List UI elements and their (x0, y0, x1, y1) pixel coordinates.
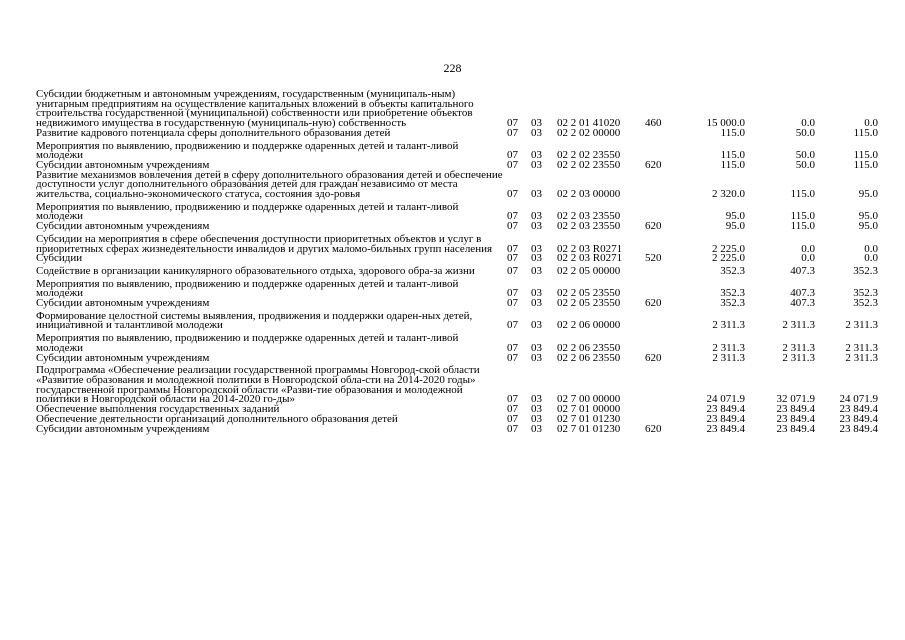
row-target-article-code: 02 7 01 00000 (557, 403, 621, 416)
row-amount-3: 23 849.4 (839, 403, 878, 416)
row-amount-2: 50.0 (795, 149, 815, 162)
row-target-article-code: 02 2 05 23550 (557, 297, 621, 310)
row-name: Субсидии (36, 252, 83, 265)
row-name: Мероприятия по выявлению, продвижению и поддержке одаренных детей и талант-ливой молодежи (36, 200, 459, 223)
row-name: Субсидии автономным учреждениям (36, 297, 210, 310)
row-amount-2: 23 849.4 (776, 422, 815, 435)
row-amount-1: 2 320.0 (712, 188, 745, 201)
budget-table (36, 90, 878, 434)
row-name: Подпрограмма «Обеспечение реализации государственной программы Новгород-ской области «Развитие образования и молодежной политики в Новгородской обла-сти на 2014-2020 годы» государственной программы Новгородской области «Разви-тие образования и молодежной политики в Новгородской области на 2014-2020 го-ды» (36, 364, 480, 406)
row-amount-1: 95.0 (725, 220, 745, 233)
row-subsection-code: 03 (531, 252, 542, 265)
row-name: Субсидии на мероприятия в сфере обеспечения доступности приоритетных объектов и услуг в приоритетных сферах жизнедеятельности инвалидов и других маломо-бильных групп населения (36, 232, 493, 255)
row-amount-3: 0.0 (864, 252, 878, 265)
row-target-article-code: 02 2 05 00000 (557, 264, 621, 277)
row-name: Субсидии бюджетным и автономным учреждениям, государственным (муниципаль-ным) унитарным предприятиям на осуществление капитальных вложений в объекты капитального строительства государственной (муниципальной) собственности или приобретение объектов недвижимого имущества в государственную (муниципаль-ную) собственность (36, 88, 474, 130)
row-target-article-code: 02 7 01 01230 (557, 422, 621, 435)
table-row (36, 171, 878, 200)
row-amount-2: 407.3 (790, 287, 815, 300)
row-subsection-code: 03 (531, 297, 542, 310)
row-name: Обеспечение деятельности организаций дополнительного образования детей (36, 412, 398, 425)
row-name: Мероприятия по выявлению, продвижению и поддержке одаренных детей и талант-ливой молодежи (36, 139, 459, 162)
row-section-code: 07 (507, 220, 518, 233)
row-amount-2: 0.0 (801, 252, 815, 265)
row-amount-3: 2 311.3 (845, 351, 878, 364)
row-expense-type-code (645, 264, 674, 277)
row-name: Субсидии автономным учреждениям (36, 220, 210, 233)
row-section-code: 07 (507, 297, 518, 310)
page-number: 228 (443, 61, 462, 75)
row-name: Развитие механизмов вовлечения детей в сферу дополнительного образования детей и обеспечение доступности услуг дополнительного образования детей для граждан независимо от места жительства, социально-экономического статуса, состояния здо-ровья (36, 168, 503, 201)
row-target-article-code: 02 2 03 23550 (557, 210, 621, 223)
table-row (36, 90, 878, 129)
row-expense-type-code (645, 405, 674, 415)
row-amount-1: 352.3 (720, 264, 745, 277)
row-amount-2: 407.3 (790, 297, 815, 310)
row-expense-type-code (645, 277, 674, 299)
table-row (36, 299, 878, 309)
row-amount-1: 24 071.9 (706, 393, 745, 406)
row-expense-type-code: 620 (645, 220, 662, 233)
row-name: Обеспечение выполнения государственных заданий (36, 403, 280, 416)
row-section-code: 07 (507, 188, 518, 201)
table-row (36, 232, 878, 254)
row-subsection-code: 03 (531, 210, 542, 223)
row-amount-3: 0.0 (864, 117, 878, 130)
row-target-article-code: 02 2 06 23550 (557, 351, 621, 364)
row-expense-type-code: 520 (645, 252, 662, 265)
row-amount-2: 23 849.4 (776, 403, 815, 416)
row-amount-2: 50.0 (795, 158, 815, 171)
row-target-article-code: 02 2 06 00000 (557, 319, 621, 332)
table-row (36, 354, 878, 364)
row-name: Развитие кадрового потенциала сферы дополнительного образования детей (36, 126, 391, 139)
row-name: Субсидии автономным учреждениям (36, 422, 210, 435)
row-subsection-code: 03 (531, 319, 542, 332)
row-subsection-code: 03 (531, 412, 542, 425)
row-amount-3: 352.3 (853, 297, 878, 310)
row-amount-1: 2 311.3 (712, 319, 745, 332)
row-name: Мероприятия по выявлению, продвижению и поддержке одаренных детей и талант-ливой молодежи (36, 332, 459, 354)
row-amount-2: 23 849.4 (776, 412, 815, 425)
row-amount-3: 352.3 (853, 264, 878, 277)
row-amount-3: 2 311.3 (845, 319, 878, 332)
row-subsection-code: 03 (531, 242, 542, 255)
row-subsection-code: 03 (531, 117, 542, 130)
row-target-article-code: 02 2 05 23550 (557, 287, 621, 300)
row-target-article-code: 02 2 02 23550 (557, 149, 621, 162)
row-target-article-code: 02 7 01 01230 (557, 412, 621, 425)
row-expense-type-code: 620 (645, 351, 662, 364)
row-amount-1: 352.3 (720, 297, 745, 310)
table-row (36, 129, 878, 139)
row-subsection-code: 03 (531, 403, 542, 416)
row-section-code: 07 (507, 351, 518, 364)
table-row (36, 309, 878, 331)
row-subsection-code: 03 (531, 351, 542, 364)
row-target-article-code: 02 2 03 R0271 (557, 252, 623, 265)
row-amount-1: 2 311.3 (712, 351, 745, 364)
row-section-code: 07 (507, 126, 518, 139)
row-target-article-code: 02 2 03 23550 (557, 220, 621, 233)
row-amount-2: 407.3 (790, 264, 815, 277)
row-amount-3: 24 071.9 (839, 393, 878, 406)
row-section-code: 07 (507, 341, 518, 354)
row-amount-1: 2 225.0 (712, 242, 745, 255)
row-amount-3: 23 849.4 (839, 412, 878, 425)
row-amount-3: 23 849.4 (839, 422, 878, 435)
row-subsection-code: 03 (531, 264, 542, 277)
row-section-code: 07 (507, 149, 518, 162)
row-amount-2: 50.0 (795, 126, 815, 139)
row-amount-1: 115.0 (720, 158, 745, 171)
row-name: Содействие в организации каникулярного образовательного отдыха, здорового обра-за жизни (36, 264, 475, 277)
row-name: Формирование целостной системы выявления, продвижения и поддержки одарен-ных детей, инициативной и талантливой молодежи (36, 309, 473, 332)
row-amount-3: 2 311.3 (845, 341, 878, 354)
row-amount-2: 0.0 (801, 242, 815, 255)
table-body (36, 90, 878, 434)
table-row (36, 277, 878, 299)
table-row (36, 425, 878, 435)
row-target-article-code: 02 2 06 23550 (557, 341, 621, 354)
row-expense-type-code: 460 (645, 117, 662, 130)
row-section-code: 07 (507, 252, 518, 265)
row-subsection-code: 03 (531, 149, 542, 162)
row-target-article-code: 02 2 03 R0271 (557, 242, 623, 255)
row-target-article-code: 02 2 02 23550 (557, 158, 621, 171)
row-subsection-code: 03 (531, 188, 542, 201)
table-row (36, 264, 878, 277)
row-subsection-code: 03 (531, 220, 542, 233)
row-amount-2: 2 311.3 (782, 351, 815, 364)
row-amount-1: 23 849.4 (706, 422, 745, 435)
row-section-code: 07 (507, 117, 518, 130)
row-amount-3: 95.0 (858, 210, 878, 223)
row-name: Мероприятия по выявлению, продвижению и поддержке одаренных детей и талант-ливой молодежи (36, 277, 459, 300)
row-amount-3: 0.0 (864, 242, 878, 255)
row-expense-type-code (645, 309, 674, 331)
row-section-code: 07 (507, 403, 518, 416)
row-expense-type-code: 620 (645, 422, 662, 435)
row-amount-2: 2 311.3 (782, 319, 815, 332)
row-section-code: 07 (507, 412, 518, 425)
row-expense-type-code (645, 200, 674, 222)
row-amount-3: 115.0 (853, 158, 878, 171)
row-name: Субсидии автономным учреждениям (36, 158, 210, 171)
row-amount-2: 32 071.9 (776, 393, 815, 406)
row-section-code: 07 (507, 242, 518, 255)
row-amount-2: 115.0 (790, 210, 815, 223)
row-target-article-code: 02 2 01 41020 (557, 117, 621, 130)
row-amount-2: 2 311.3 (782, 341, 815, 354)
row-section-code: 07 (507, 210, 518, 223)
row-amount-1: 352.3 (720, 287, 745, 300)
row-section-code: 07 (507, 422, 518, 435)
table-row (36, 363, 878, 405)
row-amount-1: 23 849.4 (706, 403, 745, 416)
row-amount-1: 115.0 (720, 149, 745, 162)
row-subsection-code: 03 (531, 422, 542, 435)
row-amount-3: 95.0 (858, 188, 878, 201)
table-row (36, 200, 878, 222)
table-row (36, 331, 878, 353)
row-subsection-code: 03 (531, 158, 542, 171)
row-subsection-code: 03 (531, 287, 542, 300)
row-expense-type-code (645, 232, 674, 254)
row-amount-3: 115.0 (853, 126, 878, 139)
row-section-code: 07 (507, 393, 518, 406)
row-amount-1: 2 311.3 (712, 341, 745, 354)
row-amount-1: 95.0 (725, 210, 745, 223)
row-amount-1: 15 000.0 (706, 117, 745, 130)
row-amount-1: 115.0 (720, 126, 745, 139)
row-section-code: 07 (507, 319, 518, 332)
row-amount-2: 115.0 (790, 188, 815, 201)
row-section-code: 07 (507, 264, 518, 277)
row-expense-type-code (645, 331, 674, 353)
row-target-article-code: 02 7 00 00000 (557, 393, 621, 406)
row-section-code: 07 (507, 158, 518, 171)
row-expense-type-code: 620 (645, 158, 662, 171)
row-subsection-code: 03 (531, 393, 542, 406)
row-amount-3: 115.0 (853, 149, 878, 162)
row-amount-1: 23 849.4 (706, 412, 745, 425)
row-amount-2: 0.0 (801, 117, 815, 130)
row-target-article-code: 02 2 02 00000 (557, 126, 621, 139)
row-amount-2: 115.0 (790, 220, 815, 233)
row-expense-type-code (645, 129, 674, 139)
table-row (36, 139, 878, 161)
row-amount-3: 352.3 (853, 287, 878, 300)
table-row (36, 254, 878, 264)
row-subsection-code: 03 (531, 341, 542, 354)
row-expense-type-code (645, 171, 674, 200)
row-expense-type-code (645, 139, 674, 161)
row-name: Субсидии автономным учреждениям (36, 351, 210, 364)
row-amount-1: 2 225.0 (712, 252, 745, 265)
row-expense-type-code: 620 (645, 297, 662, 310)
row-expense-type-code (645, 363, 674, 405)
table-row (36, 222, 878, 232)
row-subsection-code: 03 (531, 126, 542, 139)
row-amount-3: 95.0 (858, 220, 878, 233)
row-target-article-code: 02 2 03 00000 (557, 188, 621, 201)
row-section-code: 07 (507, 287, 518, 300)
